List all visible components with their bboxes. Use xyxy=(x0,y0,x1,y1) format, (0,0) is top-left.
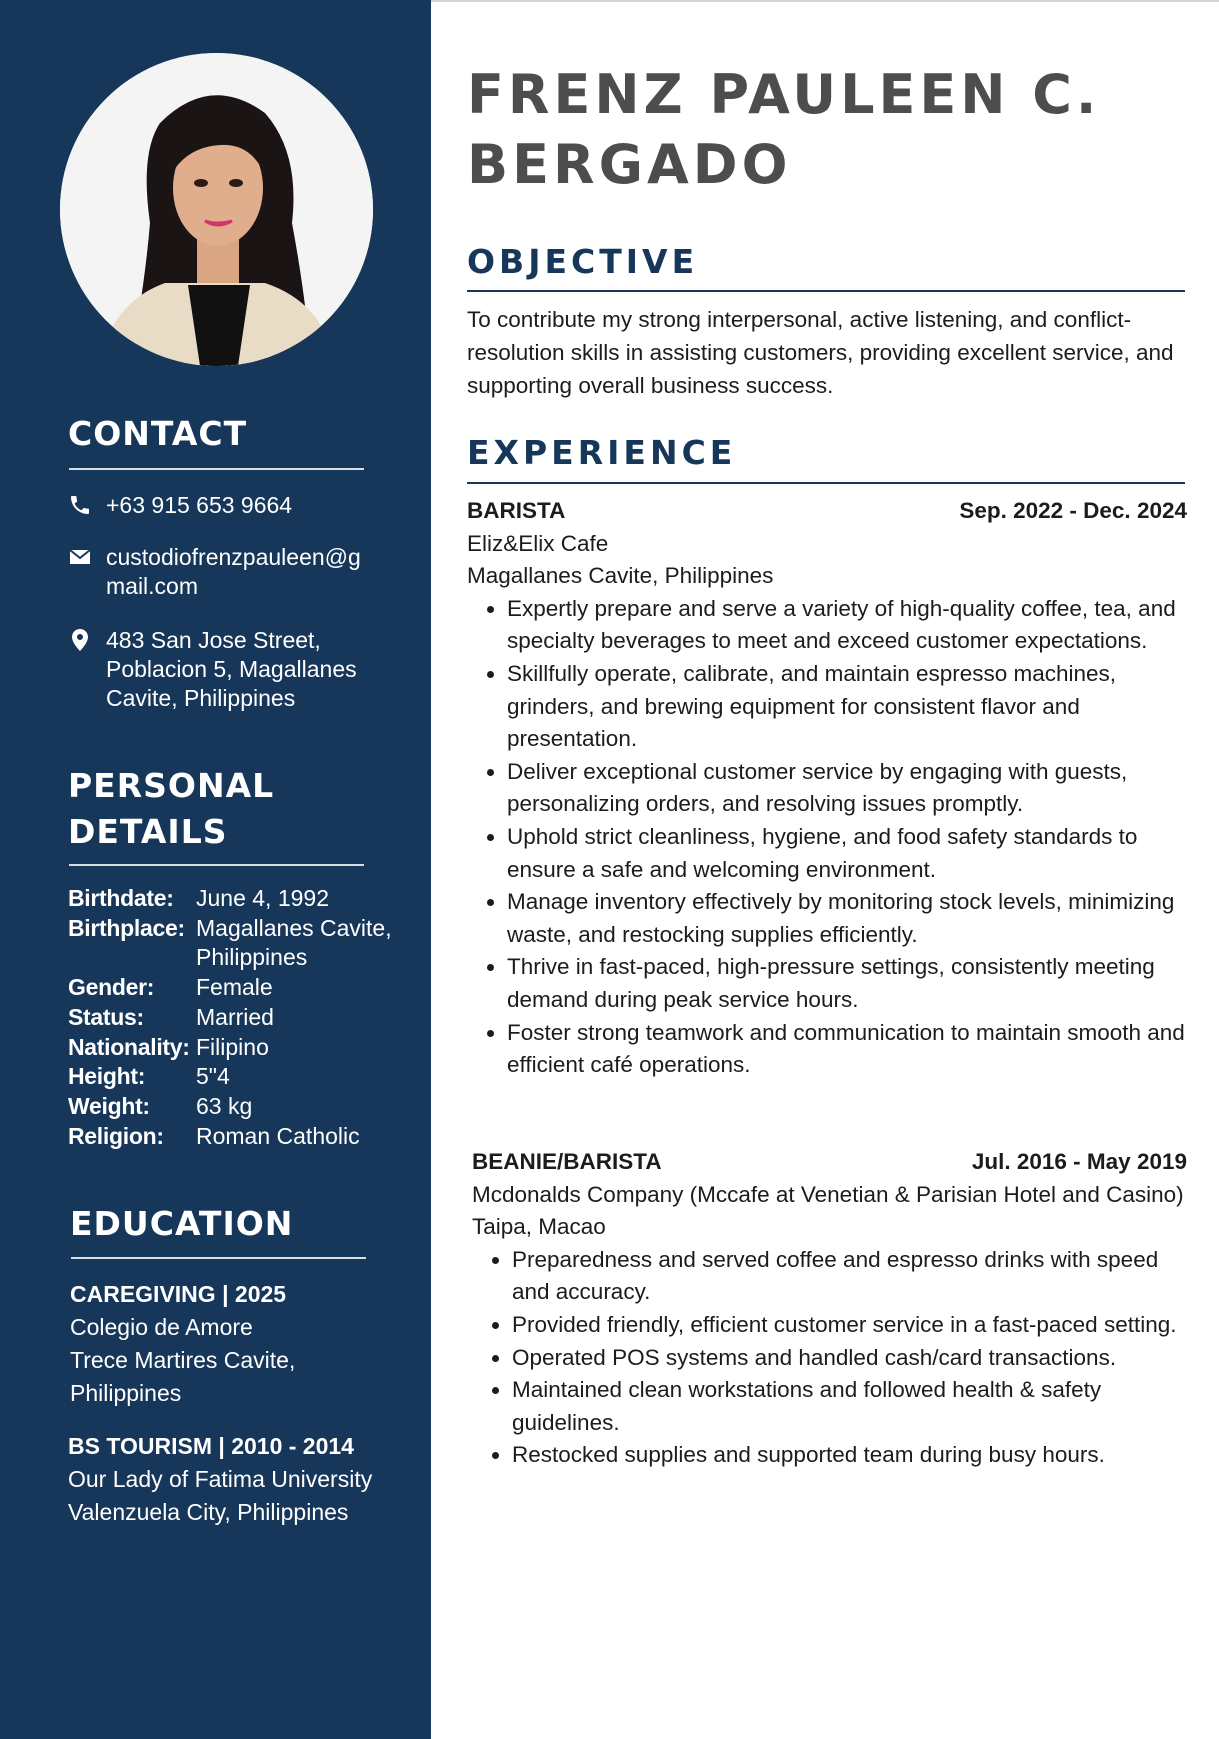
objective-divider xyxy=(467,290,1185,292)
weight-value: 63 kg xyxy=(196,1092,253,1119)
phone-icon xyxy=(68,493,92,517)
personal-heading-line1: PERSONAL xyxy=(68,766,275,805)
phone-number: +63 915 653 9664 xyxy=(106,492,293,518)
list-item: • Operated POS systems and handled cash/card transactions. xyxy=(512,1342,1187,1375)
contact-divider xyxy=(69,468,364,470)
objective-heading: OBJECTIVE xyxy=(467,242,699,281)
height-value: 5"4 xyxy=(196,1063,230,1090)
list-item: • Expertly prepare and serve a variety of high-quality coffee, tea, and specialty beverages to meet and exceed customer expectations. xyxy=(507,593,1187,658)
personal-row-religion xyxy=(68,1122,416,1152)
sidebar xyxy=(0,0,431,1739)
education-title: CAREGIVING | 2025 xyxy=(70,1281,287,1307)
job-entry xyxy=(472,1146,1187,1472)
list-item: • Deliver exceptional customer service by engaging with guests, personalizing orders, and resolving issues promptly. xyxy=(507,756,1187,821)
job-location: Taipa, Macao xyxy=(472,1214,606,1240)
objective-text: To contribute my strong interpersonal, active listening, and conflict-resolution skills in assisting customers, providing excellent service, and supporting overall business success. xyxy=(467,307,1174,398)
religion-value: Roman Catholic xyxy=(196,1122,360,1149)
list-item: • Manage inventory effectively by monitoring stock levels, minimizing waste, and restocking supplies efficiently. xyxy=(507,886,1187,951)
status-value: Married xyxy=(196,1003,274,1030)
list-item: • Preparedness and served coffee and espresso drinks with speed and accuracy. xyxy=(512,1244,1187,1309)
name-line2: BERGADO xyxy=(467,133,792,196)
personal-row-status xyxy=(68,1003,416,1033)
job-company: Eliz&Elix Cafe xyxy=(467,530,609,556)
job-dates: Jul. 2016 - May 2019 xyxy=(971,1149,1187,1174)
job-duties xyxy=(467,593,1187,1082)
job-company: Mcdonalds Company (Mccafe at Venetian & Parisian Hotel and Casino) xyxy=(472,1181,1184,1207)
birthdate-label: Birthdate: xyxy=(68,885,174,911)
experience-divider xyxy=(467,482,1185,484)
list-item: • Foster strong teamwork and communication to maintain smooth and efficient café operations. xyxy=(507,1017,1187,1082)
personal-row-height xyxy=(68,1062,416,1092)
education-location: Valenzuela City, Philippines xyxy=(68,1499,349,1525)
job-duties xyxy=(472,1244,1187,1472)
personal-heading-line2: DETAILS xyxy=(68,812,228,851)
personal-row-gender xyxy=(68,973,416,1003)
birthdate-value: June 4, 1992 xyxy=(196,885,330,911)
status-label: Status: xyxy=(68,1003,144,1030)
religion-label: Religion: xyxy=(68,1122,164,1149)
job-dates: Sep. 2022 - Dec. 2024 xyxy=(959,498,1187,523)
personal-row-birthplace xyxy=(68,914,416,973)
job-title: BEANIE/BARISTA xyxy=(472,1149,662,1174)
list-item: • Provided friendly, efficient customer service in a fast-paced setting. xyxy=(512,1309,1187,1342)
contact-address xyxy=(68,626,376,713)
list-item: • Thrive in fast-paced, high-pressure settings, consistently meeting demand during peak service hours. xyxy=(507,951,1187,1016)
contact-email[interactable] xyxy=(68,543,376,601)
profile-photo xyxy=(60,53,373,366)
mail-icon xyxy=(68,545,92,569)
list-item: • Maintained clean workstations and followed health & safety guidelines. xyxy=(512,1374,1187,1439)
home-address: 483 San Jose Street, Poblacion 5, Magallanes Cavite, Philippines xyxy=(106,627,357,711)
list-item: • Skillfully operate, calibrate, and maintain espresso machines, grinders, and brewing equipment for consistent flavor and presentation. xyxy=(507,658,1187,756)
gender-label: Gender: xyxy=(68,974,155,1001)
job-entry xyxy=(467,495,1187,1082)
education-divider xyxy=(71,1257,366,1259)
education-title: BS TOURISM | 2010 - 2014 xyxy=(68,1433,354,1459)
education-item xyxy=(68,1430,408,1529)
education-location: Trece Martires Cavite, Philippines xyxy=(70,1347,296,1406)
personal-row-nationality xyxy=(68,1033,416,1063)
personal-divider xyxy=(69,864,364,866)
list-item: • Restocked supplies and supported team during busy hours. xyxy=(512,1439,1187,1472)
birthplace-label: Birthplace: xyxy=(68,914,185,941)
job-header xyxy=(472,1146,1187,1179)
name-line1: FRENZ PAULEEN C. xyxy=(467,63,1101,126)
education-heading: EDUCATION xyxy=(70,1204,294,1243)
personal-details-list xyxy=(68,884,416,1151)
list-item: • Uphold strict cleanliness, hygiene, and food safety standards to ensure a safe and welcoming environment. xyxy=(507,821,1187,886)
nationality-value: Filipino xyxy=(196,1033,269,1060)
job-header xyxy=(467,495,1187,528)
contact-phone[interactable] xyxy=(68,491,376,520)
personal-row-weight xyxy=(68,1092,416,1122)
education-item xyxy=(70,1278,370,1410)
location-pin-icon xyxy=(68,628,92,652)
nationality-label: Nationality: xyxy=(68,1033,190,1060)
profile-photo-illustration xyxy=(60,53,373,366)
height-label: Height: xyxy=(68,1063,146,1090)
contact-heading: CONTACT xyxy=(68,414,248,453)
experience-heading: EXPERIENCE xyxy=(467,433,737,472)
weight-label: Weight: xyxy=(68,1092,150,1119)
education-school: Colegio de Amore xyxy=(70,1314,253,1340)
candidate-name xyxy=(467,60,1100,200)
education-school: Our Lady of Fatima University xyxy=(68,1466,373,1492)
personal-row-birthdate xyxy=(68,884,416,914)
job-title: BARISTA xyxy=(467,498,566,523)
gender-value: Female xyxy=(196,974,273,1001)
personal-details-heading xyxy=(68,763,274,855)
email-address: custodiofrenzpauleen@gmail.com xyxy=(106,544,361,599)
birthplace-value: Magallanes Cavite, Philippines xyxy=(196,914,392,971)
job-location: Magallanes Cavite, Philippines xyxy=(467,563,774,589)
